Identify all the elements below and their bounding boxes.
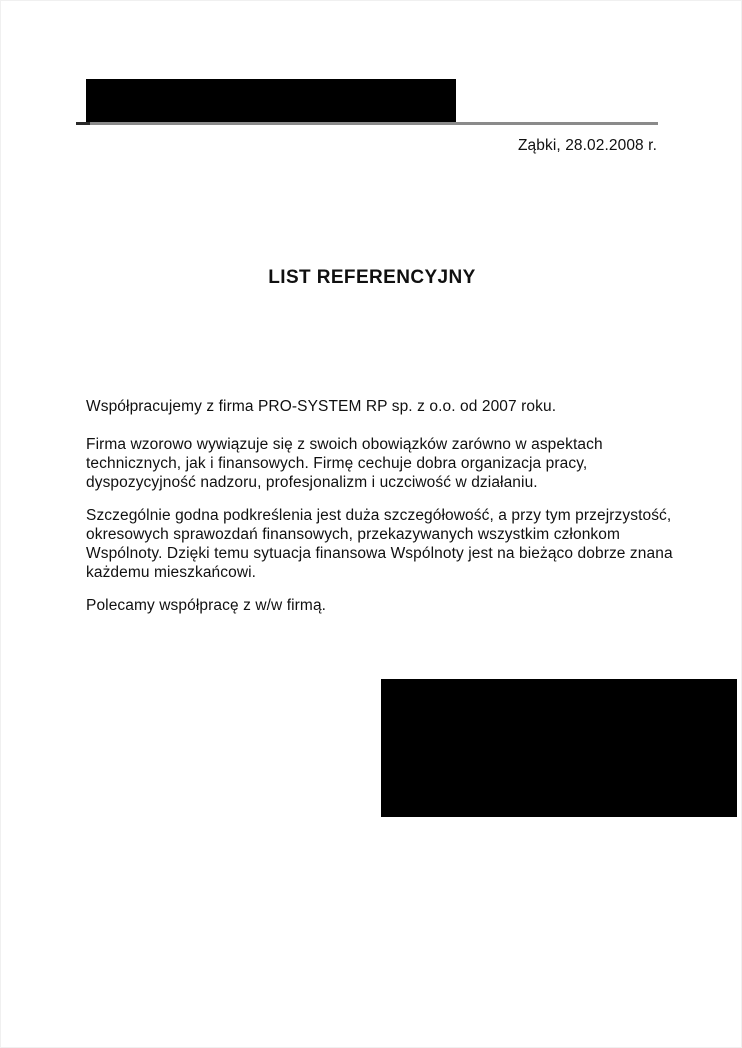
paragraph-recommendation — [86, 596, 686, 615]
date-line: Ząbki, 28.02.2008 r. — [517, 137, 657, 154]
paragraph-line: Polecamy współpracę z w/w firmą. — [86, 597, 327, 614]
paragraph-reports — [86, 506, 686, 582]
header-rule-dark-segment — [76, 122, 90, 125]
paragraph-intro — [86, 397, 686, 416]
redacted-signature-block — [381, 679, 737, 817]
letter-title: LIST REFERENCYJNY — [268, 267, 476, 288]
paragraph-line: Szczególnie godna podkreślenia jest duża szczegółowość, a przy tym przejrzystość, — [86, 507, 672, 524]
paragraph-line: Wspólnoty. Dzięki temu sytuacja finansowa Wspólnoty jest na bieżąco dobrze znana — [86, 545, 673, 562]
paragraph-line: Firma wzorowo wywiązuje się z swoich obowiązków zarówno w aspektach — [86, 436, 603, 453]
paragraph-line: dyspozycyjność nadzoru, profesjonalizm i uczciwość w działaniu. — [86, 474, 538, 491]
paragraph-line: Współpracujemy z firma PRO-SYSTEM RP sp. z o.o. od 2007 roku. — [86, 398, 557, 415]
paragraph-line: każdemu mieszkańcowi. — [86, 564, 257, 581]
redacted-letterhead-block — [86, 79, 456, 123]
paragraph-line: technicznych, jak i finansowych. Firmę cechuje dobra organizacja pracy, — [86, 455, 588, 472]
paragraph-company-qualities — [86, 435, 686, 492]
paragraph-line: okresowych sprawozdań finansowych, przekazywanych wszystkim członkom — [86, 526, 620, 543]
header-rule — [76, 122, 658, 125]
